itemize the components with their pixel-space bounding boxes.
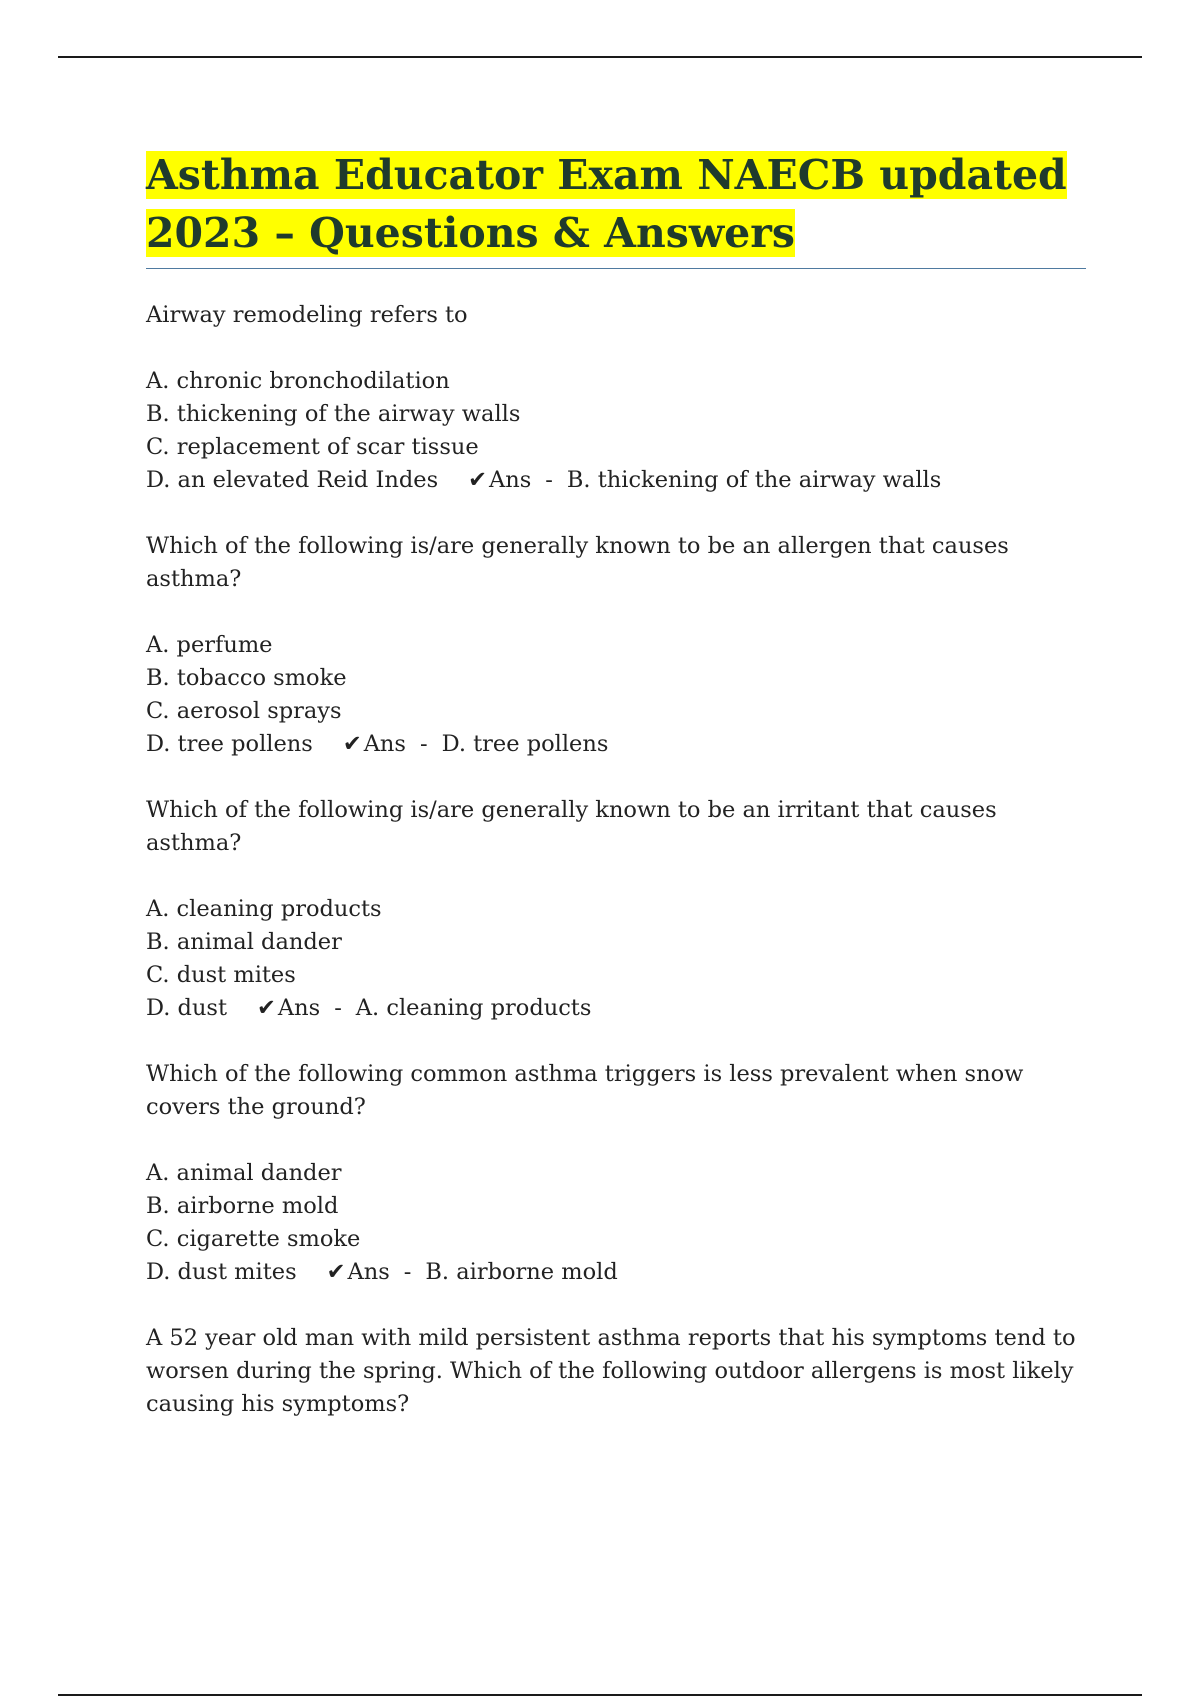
answer-text: A. cleaning products: [355, 995, 592, 1021]
checkmark-icon: ✔: [342, 731, 362, 757]
question-text: Which of the following is/are generally known to be an irritant that causes asthma?: [146, 797, 997, 856]
answer-label: Ans: [277, 995, 321, 1021]
question-text: A 52 year old man with mild persistent asthma reports that his symptoms tend to worsen during the spring. Which of the following outdoor allergens is most likely causing his symptoms?: [146, 1325, 1076, 1417]
option-c: C. dust mites: [146, 962, 296, 988]
option-b: B. tobacco smoke: [146, 665, 347, 691]
title-line-1: Asthma Educator Exam NAECB updated: [146, 151, 1067, 199]
answer-text: B. airborne mold: [425, 1259, 618, 1285]
question-text: Which of the following common asthma triggers is less prevalent when snow covers the ground?: [146, 1061, 1024, 1120]
option-b: B. airborne mold: [146, 1193, 339, 1219]
answer-label: Ans: [488, 467, 532, 493]
answer-separator: -: [403, 1259, 412, 1285]
option-c: C. cigarette smoke: [146, 1226, 361, 1252]
answer-group: [327, 1256, 618, 1289]
option-d-with-answer: [146, 464, 1086, 497]
option-b: B. thickening of the airway walls: [146, 401, 521, 427]
option-d-with-answer: [146, 1256, 1086, 1289]
question-block-4: [146, 1058, 1086, 1289]
answer-group: [343, 728, 609, 761]
answer-separator: -: [419, 731, 428, 757]
option-d: D. dust mites: [146, 1259, 297, 1285]
option-a: A. chronic bronchodilation: [146, 368, 450, 394]
question-block-5: [146, 1322, 1086, 1421]
title-block: [146, 146, 1086, 269]
question-block-2: [146, 530, 1086, 761]
checkmark-icon: ✔: [257, 995, 276, 1021]
option-d: D. dust: [146, 995, 228, 1021]
title-line-2: 2023 – Questions & Answers: [146, 209, 795, 257]
answer-separator: -: [334, 995, 342, 1021]
option-a: A. perfume: [146, 632, 273, 658]
top-rule: [58, 56, 1142, 58]
checkmark-icon: ✔: [326, 1259, 346, 1285]
answer-group: [257, 992, 591, 1025]
question-block-1: [146, 299, 1086, 497]
option-a: A. cleaning products: [146, 896, 382, 922]
document-body: [146, 146, 1086, 1454]
checkmark-icon: ✔: [468, 467, 487, 493]
question-text: Airway remodeling refers to: [146, 302, 468, 328]
answer-label: Ans: [363, 731, 406, 757]
option-b: B. animal dander: [146, 929, 342, 955]
question-text: Which of the following is/are generally known to be an allergen that causes asthma?: [146, 533, 1009, 592]
option-a: A. animal dander: [146, 1160, 342, 1186]
bottom-rule: [58, 1694, 1142, 1696]
option-d-with-answer: [146, 728, 1086, 761]
answer-text: D. tree pollens: [441, 731, 609, 757]
document-title: [146, 146, 1086, 262]
answer-text: B. thickening of the airway walls: [566, 467, 942, 493]
option-d: D. tree pollens: [146, 731, 313, 757]
answer-label: Ans: [347, 1259, 390, 1285]
answer-separator: -: [545, 467, 553, 493]
option-d-with-answer: [146, 992, 1086, 1025]
answer-group: [468, 464, 941, 497]
option-c: C. aerosol sprays: [146, 698, 342, 724]
option-c: C. replacement of scar tissue: [146, 434, 479, 460]
question-block-3: [146, 794, 1086, 1025]
option-d: D. an elevated Reid Indes: [146, 467, 439, 493]
